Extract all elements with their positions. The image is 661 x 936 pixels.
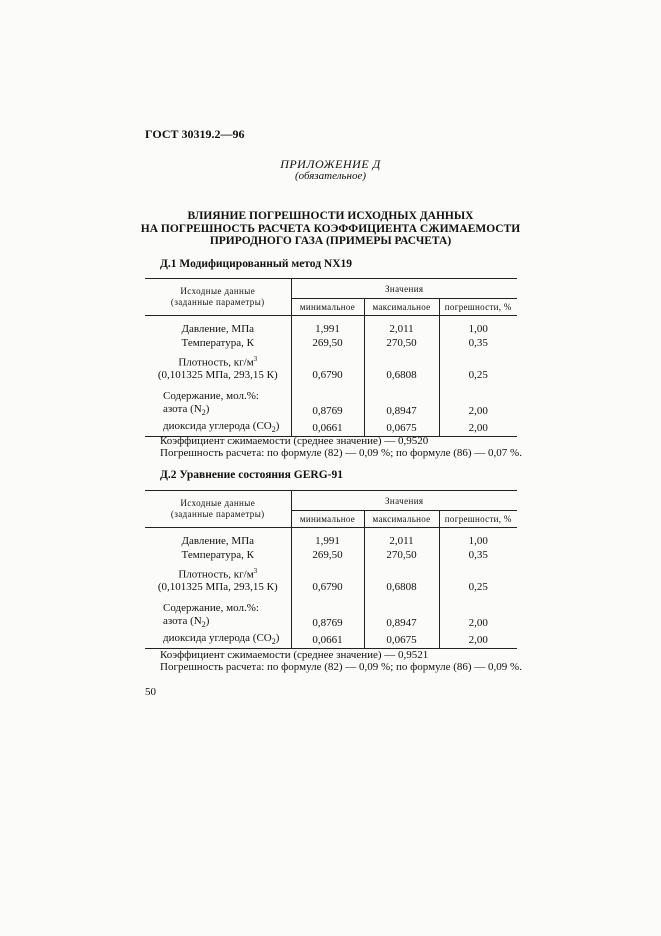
row-label xyxy=(145,631,291,649)
nitrogen-sub: 2 xyxy=(201,408,206,418)
param-header-line1: Исходные данные xyxy=(180,286,256,296)
section2-note1: Коэффициент сжимаемости (среднее значение) — 0,9521 xyxy=(160,649,429,661)
err-value: 2,00 xyxy=(439,419,517,437)
min-value xyxy=(291,595,364,614)
document-code: ГОСТ 30319.2—96 xyxy=(145,127,245,141)
err-value xyxy=(439,595,517,614)
table-row xyxy=(145,631,517,649)
min-header: минимальное xyxy=(291,511,364,528)
min-value: 1,991 xyxy=(291,316,364,336)
section1-note1: Коэффициент сжимаемости (среднее значение) — 0,9520 xyxy=(160,435,429,447)
param-header xyxy=(145,279,291,316)
param-header-line2: (заданные параметры) xyxy=(170,297,265,307)
min-value: 0,0661 xyxy=(291,631,364,649)
density-conditions: (0,101325 МПа, 293,15 К) xyxy=(157,368,278,381)
min-value: 1,991 xyxy=(291,528,364,548)
min-value: 0,8769 xyxy=(291,614,364,631)
main-title-line2: НА ПОГРЕШНОСТЬ РАСЧЕТА КОЭФФИЦИЕНТА СЖИМАЕМОСТИ xyxy=(140,222,521,235)
values-header: Значения xyxy=(291,491,517,511)
min-value: 0,6790 xyxy=(291,351,364,383)
err-value xyxy=(439,383,517,402)
row-label: Температура, К xyxy=(145,335,291,351)
density-label: Плотность, кг/м xyxy=(178,568,254,581)
max-value: 0,6808 xyxy=(364,351,439,383)
appendix-title: ПРИЛОЖЕНИЕ Д xyxy=(280,157,381,171)
max-value: 0,0675 xyxy=(364,631,439,649)
max-value: 270,50 xyxy=(364,335,439,351)
table-row xyxy=(145,614,517,631)
section1-note2: Погрешность расчета: по формуле (82) — 0,09 %; по формуле (86) — 0,07 %. xyxy=(160,447,522,459)
param-header-line1: Исходные данные xyxy=(180,498,256,508)
max-value: 0,8947 xyxy=(364,402,439,419)
max-value: 0,0675 xyxy=(364,419,439,437)
param-header-line2: (заданные параметры) xyxy=(170,509,265,519)
min-header: минимальное xyxy=(291,299,364,316)
min-value: 269,50 xyxy=(291,335,364,351)
co2-label-end: ) xyxy=(275,420,280,433)
max-value: 0,8947 xyxy=(364,614,439,631)
max-value: 2,011 xyxy=(364,528,439,548)
err-value: 2,00 xyxy=(439,631,517,649)
row-label xyxy=(145,351,291,383)
err-value: 0,35 xyxy=(468,337,488,349)
density-label: Плотность, кг/м xyxy=(178,356,254,369)
page-number: 50 xyxy=(145,686,156,698)
min-value: 0,0661 xyxy=(291,419,364,437)
table-row xyxy=(145,547,517,563)
section1-table xyxy=(145,278,517,437)
co2-sub: 2 xyxy=(271,637,276,647)
co2-label-end: ) xyxy=(275,632,280,645)
main-title xyxy=(0,210,661,248)
row-label: Содержание, мол.%: xyxy=(145,595,291,614)
err-value: 1,00 xyxy=(468,535,488,547)
row-label: Температура, К xyxy=(145,547,291,563)
density-unit-sup: 3 xyxy=(253,567,258,576)
min-value xyxy=(291,383,364,402)
err-value: 2,00 xyxy=(468,404,488,417)
co2-label: диоксида углерода (CO xyxy=(163,420,272,433)
main-title-line1: ВЛИЯНИЕ ПОГРЕШНОСТИ ИСХОДНЫХ ДАННЫХ xyxy=(187,210,474,222)
density-conditions: (0,101325 МПа, 293,15 К) xyxy=(157,580,278,593)
table-row xyxy=(145,595,517,614)
param-header xyxy=(145,491,291,528)
max-value: 270,50 xyxy=(364,547,439,563)
table-row xyxy=(145,563,517,595)
table-row xyxy=(145,419,517,437)
table-row xyxy=(145,351,517,383)
max-value: 2,011 xyxy=(364,316,439,336)
table-row xyxy=(145,528,517,548)
row-label: Давление, МПа xyxy=(145,316,291,336)
density-unit-sup: 3 xyxy=(253,355,258,364)
nitrogen-label: азота (N xyxy=(163,615,202,628)
row-label: Давление, МПа xyxy=(145,528,291,548)
min-value: 269,50 xyxy=(291,547,364,563)
main-title-line3: ПРИРОДНОГО ГАЗА (ПРИМЕРЫ РАСЧЕТА) xyxy=(209,235,452,247)
table-row xyxy=(145,316,517,336)
err-value: 1,00 xyxy=(468,323,488,335)
err-header: погрешности, % xyxy=(439,511,517,528)
nitrogen-sub: 2 xyxy=(201,620,206,630)
err-value: 2,00 xyxy=(468,616,488,629)
row-label xyxy=(145,402,291,419)
values-header: Значения xyxy=(291,279,517,299)
row-label xyxy=(145,563,291,595)
min-value: 0,6790 xyxy=(291,563,364,595)
nitrogen-label-end: ) xyxy=(205,403,210,416)
row-label xyxy=(145,614,291,631)
section2-heading: Д.2 Уравнение состояния GERG-91 xyxy=(160,469,343,481)
section2-table xyxy=(145,490,517,649)
max-header: максимальное xyxy=(364,299,439,316)
max-value xyxy=(364,383,439,402)
row-label xyxy=(145,419,291,437)
max-value: 0,6808 xyxy=(364,563,439,595)
max-value xyxy=(364,595,439,614)
err-header: погрешности, % xyxy=(439,299,517,316)
section2-note2: Погрешность расчета: по формуле (82) — 0,09 %; по формуле (86) — 0,09 %. xyxy=(160,661,522,673)
nitrogen-label-end: ) xyxy=(205,615,210,628)
err-value: 0,25 xyxy=(468,581,488,593)
co2-sub: 2 xyxy=(271,425,276,435)
err-value: 0,35 xyxy=(468,549,488,561)
appendix-note: (обязательное) xyxy=(294,170,367,182)
table-row xyxy=(145,335,517,351)
min-value: 0,8769 xyxy=(291,402,364,419)
err-value: 0,25 xyxy=(468,369,488,381)
section1-heading: Д.1 Модифицированный метод NX19 xyxy=(160,258,353,270)
table-row xyxy=(145,383,517,402)
table-row xyxy=(145,402,517,419)
max-header: максимальное xyxy=(364,511,439,528)
row-label: Содержание, мол.%: xyxy=(145,383,291,402)
co2-label: диоксида углерода (CO xyxy=(163,632,272,645)
nitrogen-label: азота (N xyxy=(163,403,202,416)
